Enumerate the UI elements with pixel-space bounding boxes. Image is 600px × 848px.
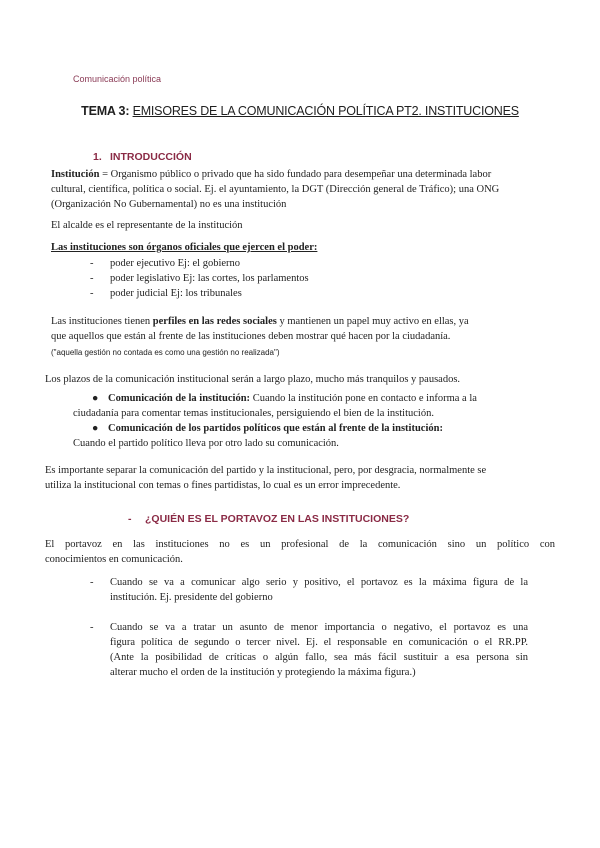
portavoz-item-2-line2: figura política de segundo o tercer nivel. Ej. el responsable en comunicación o el RR.PP. (110, 637, 528, 648)
list-dash: - (90, 577, 94, 588)
bullet-item-2 (92, 421, 532, 436)
organ-item: poder ejecutivo Ej: el gobierno (110, 258, 241, 269)
portavoz-intro-line2: conocimientos en comunicación. (45, 554, 183, 565)
profiles-text-c: y mantienen un papel muy activo en ellas, ya (276, 316, 469, 327)
portavoz-item-2-line1: Cuando se va a tratar un asunto de menor importancia o negativo, el portavoz es una (110, 622, 528, 633)
bullet-bold: Comunicación de los partidos políticos que están al frente de la institución: (108, 423, 443, 434)
separar-line2: utiliza la institucional con temas o fines partidistas, lo cual es un error imprecedente. (45, 480, 401, 491)
profiles-text-a: Las instituciones tienen (51, 316, 153, 327)
separar-line1: Es importante separar la comunicación del partido y la institucional, pero, por desgracia, normalmente se (45, 465, 487, 476)
portavoz-item-2-line3: (Ante la posibilidad de críticas o algún fallo, sea más fácil sustituir a esa persona sin (110, 652, 528, 663)
list-dash: - (90, 273, 94, 284)
definition-line3: (Organización No Gubernamental) no es una institución (51, 199, 287, 210)
alcalde-text: El alcalde es el representante de la institución (51, 220, 243, 231)
portavoz-item-1-line1: Cuando se va a comunicar algo serio y positivo, el portavoz es la máxima figura de la (110, 577, 528, 588)
section-1-heading: INTRODUCCIÓN (110, 151, 192, 163)
profiles-bold: perfiles en las redes sociales (152, 316, 277, 327)
bullet-text: Cuando la institución pone en contacto e informa a la (250, 393, 477, 404)
profiles-line2: que aquellos que están al frente de las instituciones deben mostrar qué hacen por la ciudadanía. (51, 331, 451, 342)
list-dash: - (90, 622, 94, 633)
portavoz-intro-line1: El portavoz en las instituciones no es un profesional de la comunicación sino un político con (45, 539, 555, 550)
title-prefix: TEMA 3: (81, 104, 130, 118)
list-dash: - (90, 258, 94, 269)
definition-paragraph-line1 (51, 167, 549, 182)
bullet-dot: ● (92, 393, 99, 404)
profiles-line1 (51, 314, 551, 329)
title-text: EMISORES DE LA COMUNICACIÓN POLÍTICA PT2. INSTITUCIONES (132, 104, 519, 118)
bullet-continuation-2: Cuando el partido político lleva por otro lado su comunicación. (73, 438, 339, 449)
section-1-number: 1. (93, 151, 102, 163)
bullet-dot: ● (92, 423, 99, 434)
bullet-continuation-1: ciudadanía para comentar temas institucionales, persiguiendo el bien de la institución. (73, 408, 434, 419)
organs-heading: Las instituciones son órganos oficiales que ejercen el poder: (51, 242, 318, 253)
document-header: Comunicación política (73, 74, 162, 84)
definition-line2: cultural, científica, política o social. Ej. el ayuntamiento, la DGT (Dirección general de Tráfico); una ONG (51, 184, 500, 195)
section-2-bullet: - (128, 513, 132, 525)
organ-item: poder judicial Ej: los tribunales (110, 288, 242, 299)
bullet-item-1 (92, 391, 532, 406)
section-2-heading: ¿QUIÉN ES EL PORTAVOZ EN LAS INSTITUCIONES? (145, 513, 410, 525)
portavoz-item-2-line4: alterar mucho el orden de la institución y protegiendo la máxima figura.) (110, 667, 416, 678)
plazos-text: Los plazos de la comunicación institucional serán a largo plazo, mucho más tranquilos y pausados. (45, 374, 461, 385)
definition-term: Institución (51, 169, 100, 180)
page-title (0, 104, 600, 119)
definition-text: = Organismo público o privado que ha sido fundado para desempeñar una determinada labor (99, 169, 492, 180)
profiles-quote: ("aquella gestión no contada es como una gestión no realizada") (51, 348, 280, 357)
organ-item: poder legislativo Ej: las cortes, los parlamentos (110, 273, 309, 284)
bullet-bold: Comunicación de la institución: (108, 393, 251, 404)
list-dash: - (90, 288, 94, 299)
portavoz-item-1-line2: institución. Ej. presidente del gobierno (110, 592, 273, 603)
